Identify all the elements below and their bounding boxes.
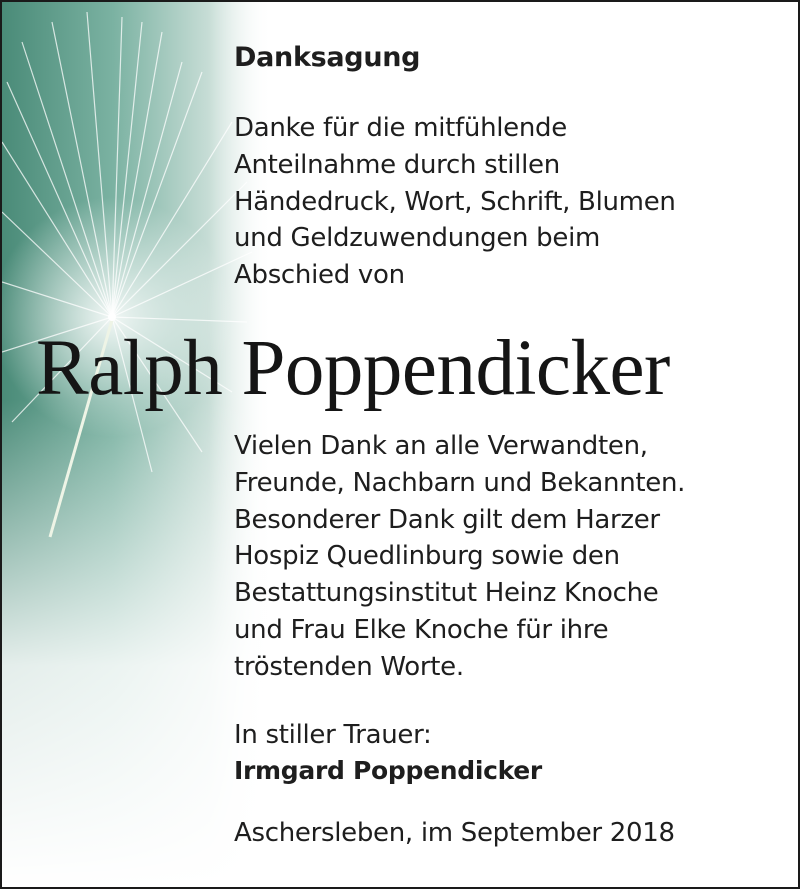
- place-date: Aschersleben, im September 2018: [234, 818, 675, 848]
- thanks-line: und Frau Elke Knoche für ihre: [234, 614, 609, 645]
- thanks-line: Vielen Dank an alle Verwandten,: [234, 431, 648, 461]
- thanks-line: tröstenden Worte.: [234, 651, 464, 682]
- thanks-text: [234, 428, 685, 686]
- intro-line: Abschied von: [234, 260, 405, 291]
- intro-line: Anteilnahme durch stillen: [234, 149, 560, 180]
- intro-line: Danke für die mitfühlende: [234, 113, 567, 143]
- thanks-line: Bestattungsinstitut Heinz Knoche: [234, 578, 659, 609]
- thanks-line: Freunde, Nachbarn und Bekannten.: [234, 467, 686, 498]
- mourning-label: In stiller Trauer:: [234, 720, 432, 750]
- intro-line: Händedruck, Wort, Schrift, Blumen: [234, 186, 676, 217]
- intro-line: und Geldzuwendungen beim: [234, 223, 601, 254]
- signer-name: Irmgard Poppendicker: [234, 756, 542, 785]
- thanks-line: Hospiz Quedlinburg sowie den: [234, 541, 620, 572]
- deceased-name: Ralph Poppendicker: [36, 325, 670, 412]
- intro-text: [234, 110, 676, 294]
- notice-heading: Danksagung: [234, 42, 421, 73]
- thanks-line: Besonderer Dank gilt dem Harzer: [234, 504, 660, 535]
